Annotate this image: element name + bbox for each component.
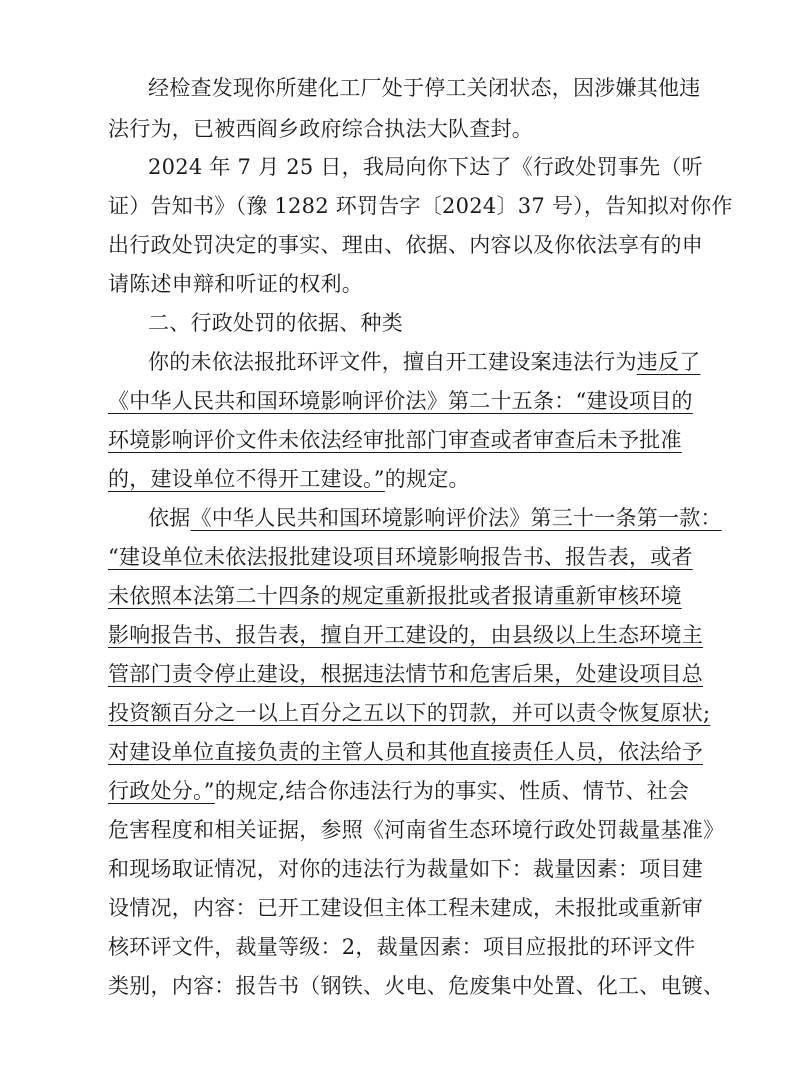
text-run: 经检查发现你所建化工厂处于停工关闭状态，因涉嫌其他违 [148, 76, 701, 100]
underlined-text: 未依照本法第二十四条的规定重新报批或者报请重新审核环境 [108, 584, 682, 608]
text-line [108, 381, 694, 421]
text-line [148, 498, 722, 538]
text-line [148, 68, 701, 108]
underlined-text: 行政处分。” [108, 779, 215, 803]
text-run: 你的未依法报批环评文件，擅自开工建设案违法行为 [148, 350, 637, 374]
underlined-text: 影响报告书、报告表，擅自开工建设的，由县级以上生态环境主 [108, 623, 703, 647]
underlined-text: 环境影响评价文件未依法经审批部门审查或者审查后未予批准 [108, 428, 682, 452]
text-run: 和现场取证情况，对你的违法行为裁量如下：裁量因素：项目建 [108, 857, 703, 881]
text-run: 依据 [148, 506, 191, 530]
underlined-text: 的，建设单位不得开工建设。” [108, 467, 385, 491]
text-run: 二、行政处罚的依据、种类 [148, 311, 403, 335]
text-line [108, 459, 694, 499]
text-run: 请陈述申辩和听证的权利。 [108, 272, 363, 296]
text-line [108, 654, 703, 694]
text-line [108, 186, 733, 226]
text-line [108, 888, 703, 928]
text-line [108, 576, 694, 616]
section-heading [148, 303, 694, 343]
text-run: 类别，内容：报告书（钢铁、火电、危废集中处置、化工、电镀、 [108, 974, 725, 998]
text-line [108, 615, 703, 655]
text-line [108, 264, 694, 304]
text-run: 的规定。 [384, 467, 470, 491]
text-run: 设情况，内容：已开工建设但主体工程未建成，未报批或重新审 [108, 896, 703, 920]
underlined-text: “建设单位未依法报批建设项目环境影响报告书、报告表，或者 [108, 545, 693, 569]
text-run: 的规定,结合你违法行为的事实、性质、情节、社会 [214, 779, 690, 803]
text-run: 证）告知书》（豫 1282 环罚告字〔2024〕37 号），告知拟对你作 [108, 194, 733, 218]
text-line [108, 771, 694, 811]
text-line [148, 147, 703, 187]
text-line [108, 810, 725, 850]
underlined-text: 违反了 [636, 350, 701, 374]
text-line [108, 693, 711, 733]
underlined-text: 投资额百分之一以上百分之五以下的罚款，并可以责令恢复原状; [108, 701, 711, 725]
text-line [108, 966, 725, 1006]
text-run: 危害程度和相关证据，参照《河南省生态环境行政处罚裁量基准》 [108, 818, 725, 842]
text-line [108, 732, 703, 772]
text-run: 2024 年 7 月 25 日，我局向你下达了《行政处罚事先（听 [148, 155, 703, 179]
underlined-text: 《中华人民共和国环境影响评价法》第二十五条：“建设项目的 [108, 389, 693, 413]
text-line [108, 109, 694, 149]
text-line [108, 927, 694, 967]
text-line [108, 420, 694, 460]
text-line [148, 342, 701, 382]
text-line [108, 537, 694, 577]
underlined-text: 《中华人民共和国环境影响评价法》第三十一条第一款： [190, 506, 722, 530]
text-line [108, 849, 703, 889]
underlined-text: 管部门责令停止建设，根据违法情节和危害后果，处建设项目总 [108, 662, 703, 686]
underlined-text: 对建设单位直接负责的主管人员和其他直接责任人员，依法给予 [108, 740, 703, 764]
text-run: 核环评文件，裁量等级：2，裁量因素：项目应报批的环评文件 [108, 935, 696, 959]
text-line [108, 225, 703, 265]
text-run: 法行为，已被西阎乡政府综合执法大队查封。 [108, 117, 533, 141]
text-run: 出行政处罚决定的事实、理由、依据、内容以及你依法享有的申 [108, 233, 703, 257]
